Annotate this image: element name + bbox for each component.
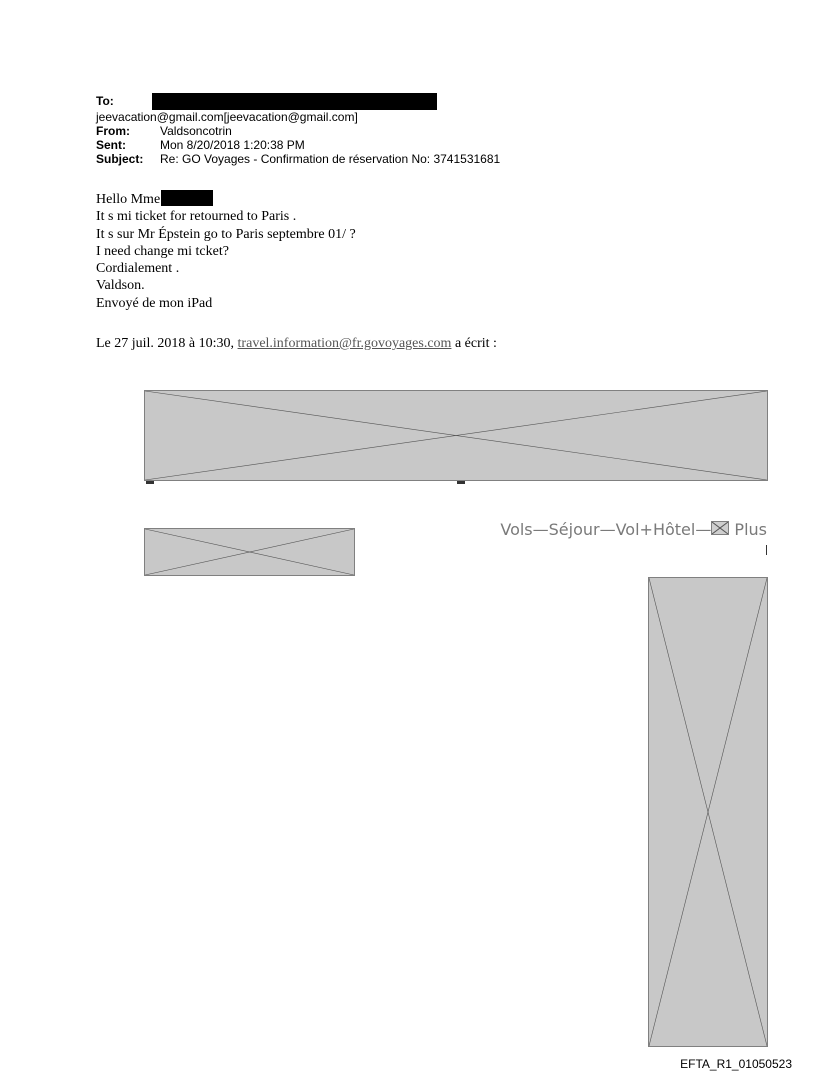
image-artifact xyxy=(457,481,465,484)
nav-sejour[interactable]: Séjour xyxy=(548,520,600,539)
from-label: From: xyxy=(96,124,130,138)
subject-label: Subject: xyxy=(96,152,144,166)
redacted-name xyxy=(161,190,213,206)
banner-image-placeholder xyxy=(144,390,768,481)
logo-image-placeholder xyxy=(144,528,355,576)
message-body xyxy=(96,190,356,312)
nav-separator: — xyxy=(695,520,712,539)
message-line: It s mi ticket for retourned to Paris . xyxy=(96,209,297,225)
document-id: EFTA_R1_01050523 xyxy=(680,1057,792,1071)
message-line: Cordialement . xyxy=(96,261,180,277)
quote-header xyxy=(96,336,497,352)
from-row xyxy=(96,124,232,138)
quote-email-link[interactable]: travel.information@fr.govoyages.com xyxy=(237,336,452,351)
divider-mark xyxy=(766,545,767,555)
nav-plus[interactable]: Plus xyxy=(734,520,767,539)
quote-suffix: a écrit : xyxy=(451,336,497,351)
travel-nav xyxy=(500,520,767,539)
subject-row xyxy=(96,152,500,166)
broken-image-icon xyxy=(711,521,729,535)
redacted-recipient xyxy=(152,93,437,110)
sent-label: Sent: xyxy=(96,138,126,152)
image-artifact xyxy=(146,481,154,484)
sent-value: Mon 8/20/2018 1:20:38 PM xyxy=(160,138,305,152)
from-value: Valdsoncotrin xyxy=(160,124,232,138)
nav-separator: — xyxy=(599,520,616,539)
sent-row xyxy=(96,138,305,152)
subject-value: Re: GO Voyages - Confirmation de réservation No: 3741531681 xyxy=(160,152,501,166)
nav-vols[interactable]: Vols xyxy=(500,520,533,539)
quote-prefix: Le 27 juil. 2018 à 10:30, xyxy=(96,336,238,351)
greeting-text: Hello Mme xyxy=(96,192,161,207)
message-signature: Envoyé de mon iPad xyxy=(96,295,213,311)
message-greeting xyxy=(96,190,356,208)
to-label: To: xyxy=(96,94,114,108)
message-line: Valdson. xyxy=(96,278,145,294)
to-row xyxy=(96,94,160,108)
nav-vol-hotel[interactable]: Vol+Hôtel xyxy=(615,520,696,539)
to-address[interactable]: jeevacation@gmail.com[jeevacation@gmail.com] xyxy=(96,110,358,124)
message-line: I need change mi tcket? xyxy=(96,243,229,259)
side-image-placeholder xyxy=(648,577,768,1047)
nav-separator: — xyxy=(532,520,549,539)
message-line: It s sur Mr Épstein go to Paris septembre 01/ ? xyxy=(96,226,356,242)
